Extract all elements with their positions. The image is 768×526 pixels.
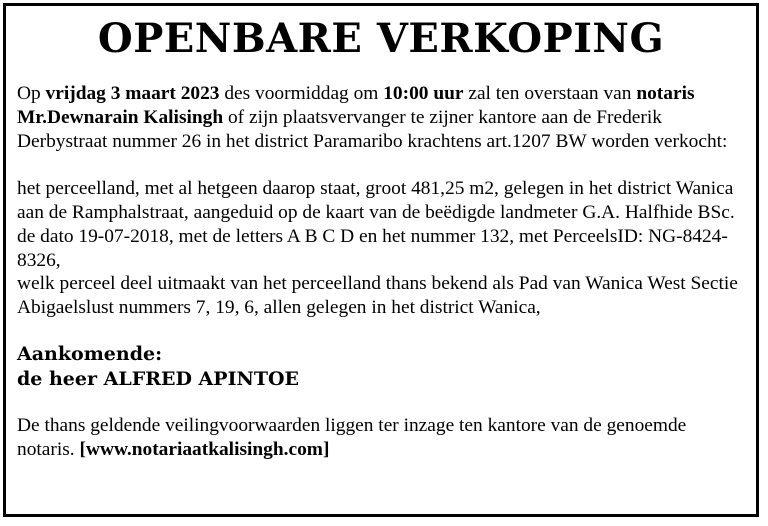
property-context: welk perceel deel uitmaakt van het perceelland thans bekend als Pad van Wanica West Sectie Abigaelslust nummers 7, 19, 6, allen gelegen in het district Wanica, — [17, 273, 738, 319]
announcement-body — [17, 82, 745, 462]
property-description: het perceelland, met al hetgeen daarop staat, groot 481,25 m2, gelegen in het district Wanica aan de Ramphalstraat, aangeduid op de kaart van de beëdigde landmeter G.A. Halfhide BSc. de dato 19-07-2018, met de letters A B C D en het nummer 132, met PerceelsID: NG-8424-8326, — [17, 178, 735, 271]
page-title: OPENBARE VERKOPING — [97, 15, 665, 62]
closing-text: De thans geldende veilingvoorwaarden liggen ter inzage ten kantore van de genoemde notaris. — [17, 414, 687, 460]
sale-time: 10:00 uur — [383, 83, 464, 104]
website-link: [www.notariaatkalisingh.com] — [79, 438, 330, 460]
intro-text-4: of zijn plaatsvervanger te zijner kantore aan de Frederik Derbystraat nummer 26 in het district Paramaribo krachtens art.1207 BW worden verkocht: — [17, 106, 728, 152]
intro-paragraph — [17, 82, 745, 153]
notary-name: notaris Mr.Dewnarain Kalisingh — [17, 83, 695, 128]
buyer-name: de heer ALFRED APINTOE — [17, 367, 300, 390]
intro-text-1: Op — [17, 83, 46, 104]
intro-text-3: zal ten overstaan van — [463, 83, 637, 104]
spacer — [17, 320, 745, 342]
spacer — [17, 392, 745, 414]
spacer — [17, 153, 745, 177]
intro-text-2: des voormiddag om — [219, 83, 384, 104]
closing-paragraph — [17, 414, 745, 462]
buyer-label: Aankomende: — [17, 342, 163, 365]
sale-date: vrijdag 3 maart 2023 — [45, 83, 220, 104]
announcement-frame — [3, 3, 759, 517]
